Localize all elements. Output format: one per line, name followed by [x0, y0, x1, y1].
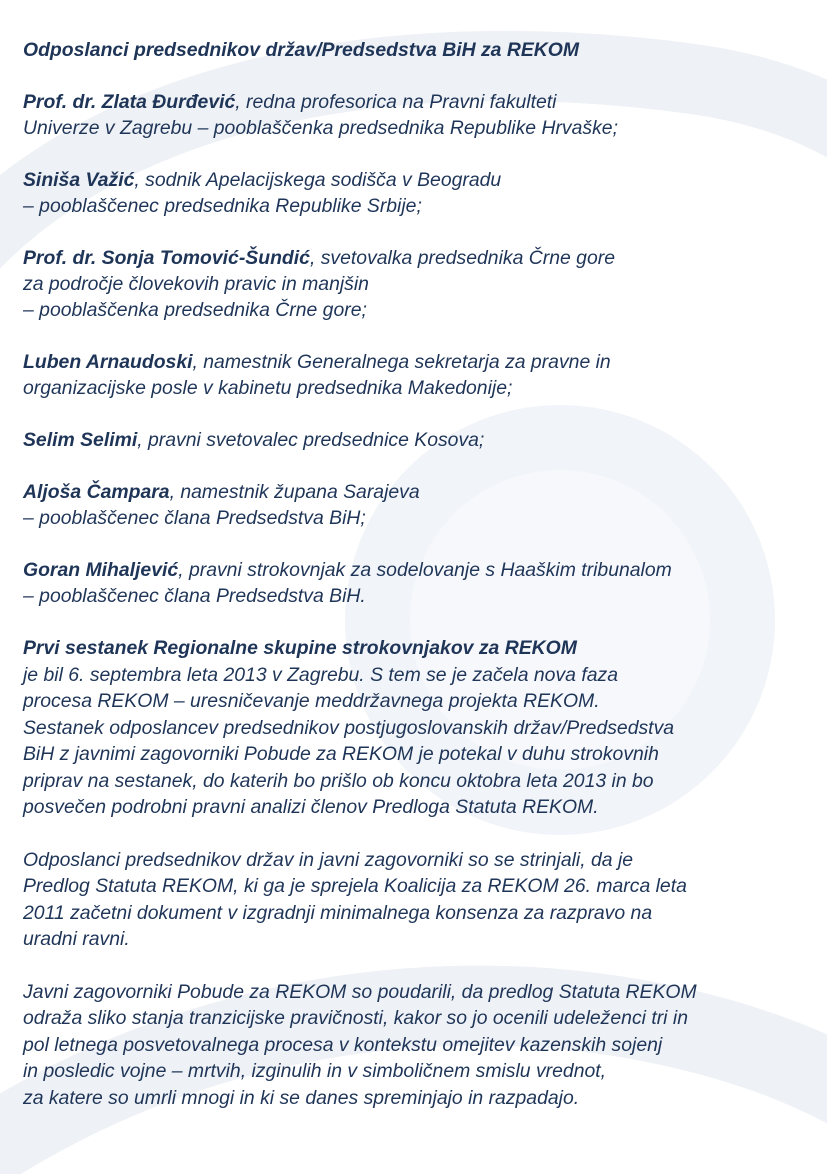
delegate-name: Prof. dr. Sonja Tomović-Šundić [23, 247, 310, 269]
delegate-entry: Selim Selimi, pravni svetovalec predsednice Kosova; [23, 429, 485, 451]
delegate-entry: Siniša Važić, sodnik Apelacijskega sodišča v Beogradu – pooblaščenec predsednika Republike Srbije; [23, 169, 502, 217]
meeting-lead: Prvi sestanek Regionalne skupine strokovnjakov za REKOM [23, 637, 577, 659]
delegate-entry: Prof. dr. Zlata Đurđević, redna profesorica na Pravni fakulteti Univerze v Zagrebu – pooblaščenka predsednika Republike Hrvaške; [23, 91, 618, 139]
delegate-name: Goran Mihaljević [23, 559, 179, 581]
delegate-name: Selim Selimi [23, 429, 138, 451]
delegate-name: Prof. dr. Zlata Đurđević [23, 91, 236, 113]
delegate-entry: Aljoša Čampara, namestnik župana Sarajeva – pooblaščenec člana Predsedstva BiH; [23, 481, 420, 529]
delegate-name: Siniša Važić [23, 169, 135, 191]
delegate-entry: Prof. dr. Sonja Tomović-Šundić, svetovalka predsednika Črne gore za področje človekovih pravic in manjšin – pooblaščenka predsednika Črne gore; [23, 247, 615, 321]
delegate-entry: Goran Mihaljević, pravni strokovnjak za sodelovanje s Haaškim tribunalom – pooblaščenec člana Predsedstva BiH. [23, 559, 672, 607]
delegate-name: Luben Arnaudoski [23, 351, 193, 373]
meeting-paragraph: Prvi sestanek Regionalne skupine strokovnjakov za REKOM je bil 6. septembra leta 2013 v Zagrebu. S tem se je začela nova faza procesa REKOM – uresničevanje meddržavnega projekta REKOM. Sestanek odposlancev predsednikov postjugoslovanskih držav/Predsedstva BiH z javnimi zagovorniki Pobude za REKOM je potekal v duhu strokovnih priprav na sestanek, do katerih bo prišlo ob koncu oktobra leta 2013 in bo posvečen podrobni pravni analizi členov Predloga Statuta REKOM. [23, 635, 813, 821]
delegate-name: Aljoša Čampara [23, 481, 170, 503]
delegate-entry: Luben Arnaudoski, namestnik Generalnega sekretarja za pravne in organizacijske posle v kabinetu predsednika Makedonije; [23, 351, 611, 399]
advocates-paragraph: Javni zagovorniki Pobude za REKOM so poudarili, da predlog Statuta REKOM odraža sliko stanja tranzicijske pravičnosti, kakor so jo ocenili udeleženci tri in pol letnega posvetovalnega procesa v kontekstu omejitev kazenskih sojenj in posledic vojne – mrtvih, izginulih in v simboličnem smislu vrednot, za katere so umrli mnogi in ki se danes spreminjajo in razpadajo. [23, 980, 697, 1109]
document-page [23, 37, 813, 1111]
page-heading: Odposlanci predsednikov držav/Predsedstva BiH za REKOM [23, 39, 580, 61]
agreement-paragraph: Odposlanci predsednikov držav in javni zagovorniki so se strinjali, da je Predlog Statuta REKOM, ki ga je sprejela Koalicija za REKOM 26. marca leta 2011 začetni dokument v izgradnji minimalnega konsenza za razpravo na uradni ravni. [23, 848, 687, 950]
